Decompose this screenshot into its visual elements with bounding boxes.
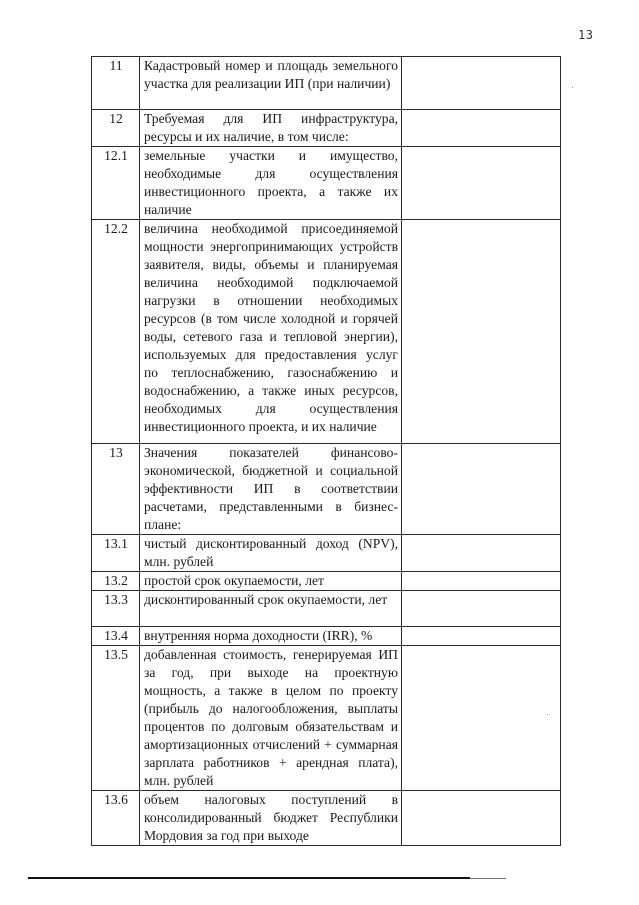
page-number: 13 [578,28,594,42]
row-number: 12 [92,110,140,147]
row-description: земельные участки и имущество, необходимые для осуществления инвестиционного проекта, а также их наличие [140,147,402,220]
row-number: 13 [92,444,140,535]
row-value-cell [402,627,561,646]
row-value-cell [402,535,561,572]
scan-edge-line [28,877,470,879]
table-row [92,57,561,110]
row-value-cell [402,147,561,220]
row-number: 12.1 [92,147,140,220]
row-value-cell [402,57,561,110]
row-value-cell [402,572,561,591]
scan-edge-line-tail [470,878,506,879]
row-number: 13.6 [92,791,140,846]
row-number: 12.2 [92,220,140,444]
table-row [92,572,561,591]
row-number: 13.3 [92,591,140,627]
row-description: объем налоговых поступлений в консолидированный бюджет Республики Мордовия за год при выходе [140,791,402,846]
row-number: 11 [92,57,140,110]
row-number: 13.1 [92,535,140,572]
row-description: Требуемая для ИП инфраструктура, ресурсы и их наличие, в том числе: [140,110,402,147]
table-row [92,646,561,791]
row-value-cell [402,591,561,627]
row-value-cell [402,110,561,147]
scan-speck [547,714,548,715]
row-description: внутренняя норма доходности (IRR), % [140,627,402,646]
row-description: Кадастровый номер и площадь земельного участка для реализации ИП (при наличии) [140,57,402,110]
table-row [92,444,561,535]
row-number: 13.2 [92,572,140,591]
scan-speck [572,87,573,88]
row-description: добавленная стоимость, генерируемая ИП за год, при выходе на проектную мощность, а также в целом по проекту (прибыль до налогообложения, выплаты процентов по долговым обязательствам и амортизационных отчислений + суммарная зарплата работников + арендная плата), млн. рублей [140,646,402,791]
row-value-cell [402,444,561,535]
table-row [92,220,561,444]
table-row [92,591,561,627]
table-row [92,791,561,846]
table-row [92,110,561,147]
row-description: простой срок окупаемости, лет [140,572,402,591]
row-number: 13.5 [92,646,140,791]
row-description: чистый дисконтированный доход (NPV), млн. рублей [140,535,402,572]
row-value-cell [402,791,561,846]
row-value-cell [402,646,561,791]
row-description: Значения показателей финансово-экономической, бюджетной и социальной эффективности ИП в соответствии расчетами, представленными в бизнес-плане: [140,444,402,535]
table-row [92,535,561,572]
table-row [92,147,561,220]
table-row [92,627,561,646]
row-value-cell [402,220,561,444]
row-description: дисконтированный срок окупаемости, лет [140,591,402,627]
row-description: величина необходимой присоединяемой мощности энергопринимающих устройств заявителя, виды, объемы и планируемая величина необходимой подключаемой нагрузки в отношении необходимых ресурсов (в том числе холодной и горячей воды, сетевого газа и тепловой энергии), используемых для предоставления услуг по теплоснабжению, газоснабжению и водоснабжению, а также иных ресурсов, необходимых для осуществления инвестиционного проекта, и их наличие [140,220,402,444]
investment-project-table [91,56,561,846]
row-number: 13.4 [92,627,140,646]
